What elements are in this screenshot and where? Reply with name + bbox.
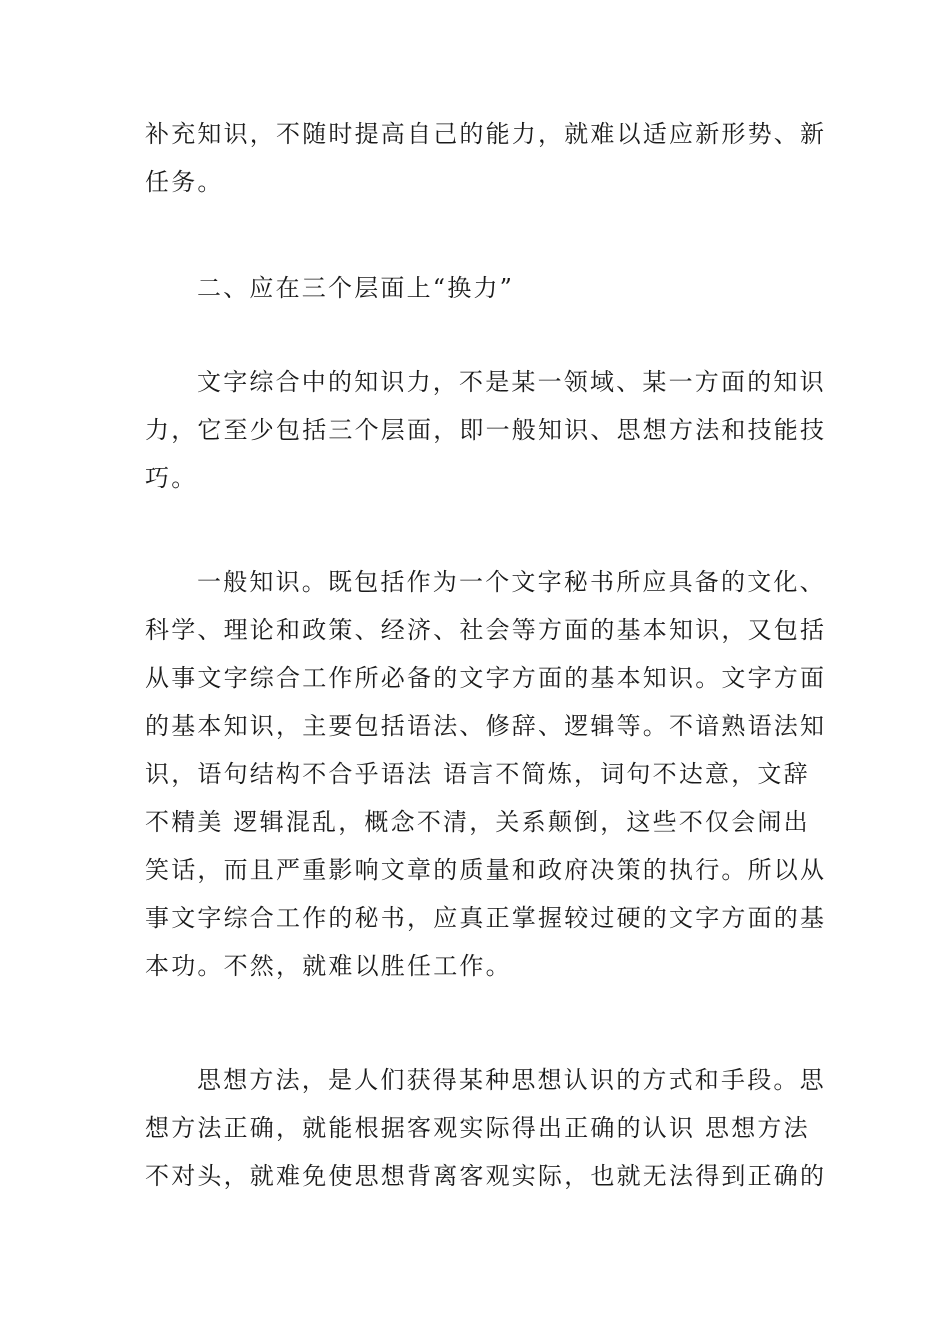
text-line: 文字综合中的知识力，不是某一领域、某一方面的知识 <box>197 368 826 396</box>
text-line: 不精美 逻辑混乱，概念不清，关系颠倒，这些不仅会闹出 <box>145 808 810 836</box>
text-line: 思想方法，是人们获得某种思想认识的方式和手段。思 <box>197 1066 826 1094</box>
text-line: 任务。 <box>145 168 224 196</box>
text-line: 本功。不然，就难以胜任工作。 <box>145 952 512 980</box>
text-line: 巧。 <box>145 464 198 492</box>
text-line: 科学、理论和政策、经济、社会等方面的基本知识，又包括 <box>145 616 827 644</box>
text-line: 不对头，就难免使思想背离客观实际，也就无法得到正确的 <box>145 1162 827 1190</box>
paragraph-general-knowledge <box>145 558 827 990</box>
paragraph-thinking-methods <box>145 1056 827 1200</box>
text-line: 笑话，而且严重影响文章的质量和政府决策的执行。所以从 <box>145 856 827 884</box>
section-heading: 二、应在三个层面上“换力” <box>197 274 515 302</box>
text-line: 从事文字综合工作所必备的文字方面的基本知识。文字方面 <box>145 664 827 692</box>
text-line: 想方法正确，就能根据客观实际得出正确的认识 思想方法 <box>145 1114 810 1142</box>
paragraph-continuation <box>145 110 827 206</box>
text-line: 事文字综合工作的秘书，应真正掌握较过硬的文字方面的基 <box>145 904 827 932</box>
text-line: 补充知识，不随时提高自己的能力，就难以适应新形势、新 <box>145 120 827 148</box>
text-line: 力，它至少包括三个层面，即一般知识、思想方法和技能技 <box>145 416 827 444</box>
text-line: 识，语句结构不合乎语法 语言不简炼，词句不达意，文辞 <box>145 760 810 788</box>
text-line: 一般知识。既包括作为一个文字秘书所应具备的文化、 <box>197 568 826 596</box>
paragraph-knowledge-levels <box>145 358 827 502</box>
text-line: 的基本知识，主要包括语法、修辞、逻辑等。不谙熟语法知 <box>145 712 827 740</box>
